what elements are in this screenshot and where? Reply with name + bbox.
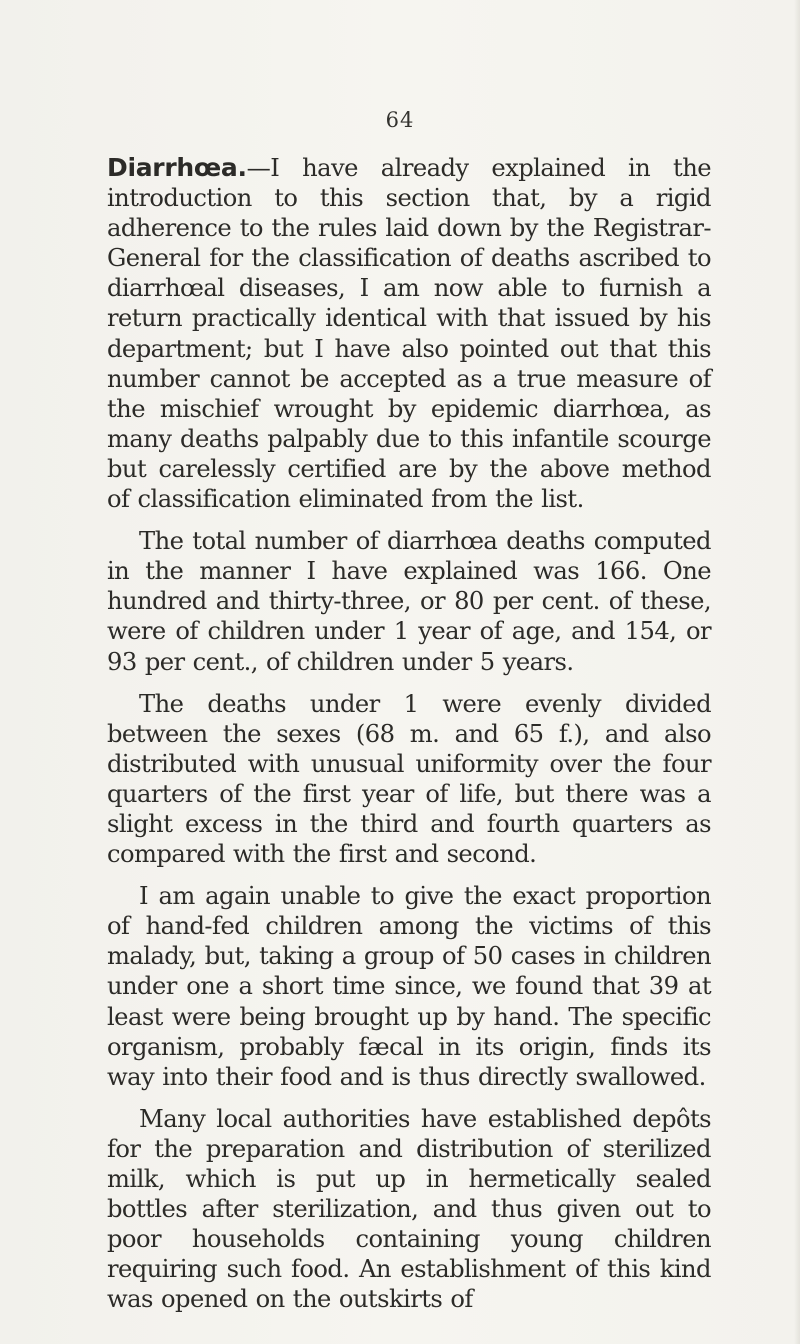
paragraph-text: —I have already explained in the introduction to this section that, by a rigid adherence to the rules laid down by the Registrar-General for the classification of deaths ascribed to diarrhœal diseases, I am now able to furnish a return practically identical with that issued by his department; but I have also pointed out that this number cannot be accepted as a true measure of the mischief wrought by epidemic diarrhœa, as many deaths palpably due to this infantile scourge but carelessly certified are by the above method of classification eliminated from the list. — [107, 154, 711, 514]
section-heading: Diarrhœa. — [107, 153, 247, 182]
paragraph-diarrhoea-intro — [107, 153, 711, 514]
paragraph-total-deaths: The total number of diarrhœa deaths computed in the manner I have explained was 166. One hundred and thirty-three, or 80 per cent. of these, were of children under 1 year of age, and 154, or 93 per cent., of children under 5 years. — [107, 527, 711, 676]
body-text — [107, 153, 711, 1326]
paragraph-sterilized-milk: Many local authorities have established depôts for the preparation and distribution of sterilized milk, which is put up in hermetically sealed bottles after sterilization, and thus given out to poor households containing young children requiring such food. An establishment of this kind was opened on the outskirts of — [107, 1104, 711, 1314]
paragraph-hand-fed: I am again unable to give the exact proportion of hand-fed children among the victims of this malady, but, taking a group of 50 cases in children under one a short time since, we found that 39 at least were being brought up by hand. The specific organism, probably fæcal in its origin, finds its way into their food and is thus directly swallowed. — [107, 882, 711, 1091]
paragraph-sex-distribution: The deaths under 1 were evenly divided between the sexes (68 m. and 65 f.), and also distributed with unusual uniformity over the four quarters of the first year of life, but there was a slight excess in the third and fourth quarters as compared with the first and second. — [107, 689, 711, 869]
page-edge — [794, 0, 800, 1344]
page-number: 64 — [385, 108, 415, 132]
